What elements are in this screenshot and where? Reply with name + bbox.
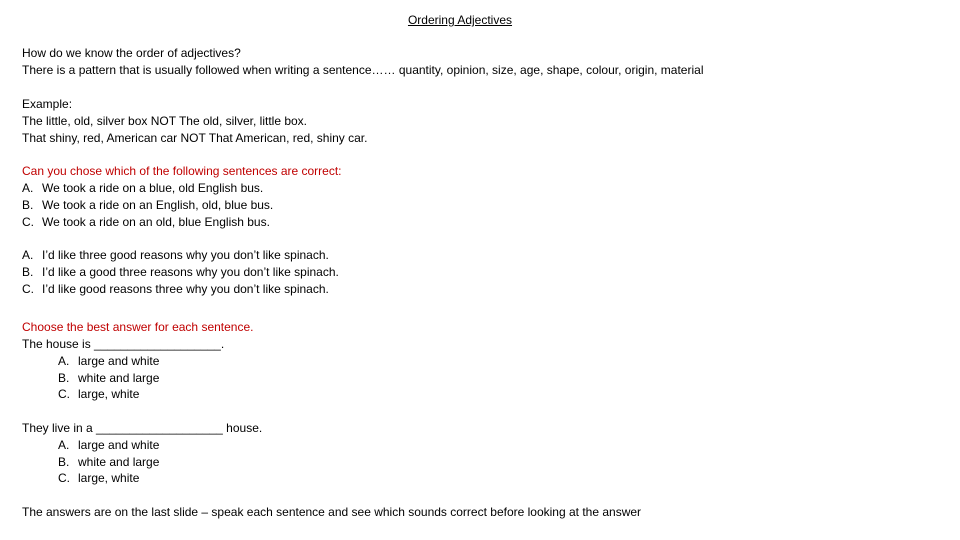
list-item — [58, 386, 139, 402]
question-2-prompt: Choose the best answer for each sentence. — [22, 320, 254, 334]
option-text: We took a ride on an English, old, blue bus. — [42, 198, 274, 212]
list-item — [58, 370, 159, 386]
example-line-1: The little, old, silver box NOT The old, silver, little box. — [22, 114, 308, 128]
option-letter: A. — [22, 248, 34, 262]
option-letter: B. — [58, 371, 70, 385]
footer-note: The answers are on the last slide – speak each sentence and see which sounds correct before looking at the answer — [22, 505, 642, 519]
option-text: I’d like three good reasons why you don’t like spinach. — [42, 248, 329, 262]
option-letter: C. — [58, 471, 70, 485]
question-1-prompt: Can you chose which of the following sentences are correct: — [22, 164, 342, 178]
list-item — [22, 197, 273, 213]
option-letter: C. — [58, 387, 70, 401]
option-text: We took a ride on an old, blue English bus. — [42, 215, 270, 229]
option-letter: C. — [22, 215, 34, 229]
option-text: white and large — [78, 371, 160, 385]
example-line-2: That shiny, red, American car NOT That American, red, shiny car. — [22, 131, 368, 145]
list-item — [22, 214, 270, 230]
option-text: large and white — [78, 438, 160, 452]
option-text: I’d like a good three reasons why you don’t like spinach. — [42, 265, 339, 279]
option-letter: A. — [22, 181, 34, 195]
list-item — [58, 470, 139, 486]
sentence-1: The house is ___________________. — [22, 337, 225, 351]
option-letter: B. — [22, 198, 34, 212]
option-letter: A. — [58, 354, 70, 368]
option-letter: B. — [58, 455, 70, 469]
list-item — [22, 247, 329, 263]
example-heading: Example: — [22, 97, 73, 111]
option-letter: C. — [22, 282, 34, 296]
option-letter: B. — [22, 265, 34, 279]
intro-pattern: There is a pattern that is usually followed when writing a sentence…… quantity, opinion, size, age, shape, colour, origin, material — [22, 63, 704, 77]
list-item — [58, 437, 159, 453]
list-item — [22, 264, 339, 280]
option-text: large, white — [78, 471, 140, 485]
list-item — [22, 180, 263, 196]
option-text: white and large — [78, 455, 160, 469]
option-text: I’d like good reasons three why you don’t like spinach. — [42, 282, 329, 296]
list-item — [22, 281, 329, 297]
option-letter: A. — [58, 438, 70, 452]
option-text: We took a ride on a blue, old English bus. — [42, 181, 264, 195]
list-item — [58, 353, 159, 369]
slide-title: Ordering Adjectives — [407, 13, 513, 27]
list-item — [58, 454, 159, 470]
option-text: large, white — [78, 387, 140, 401]
intro-question: How do we know the order of adjectives? — [22, 46, 241, 60]
sentence-2: They live in a ___________________ house. — [22, 421, 263, 435]
option-text: large and white — [78, 354, 160, 368]
